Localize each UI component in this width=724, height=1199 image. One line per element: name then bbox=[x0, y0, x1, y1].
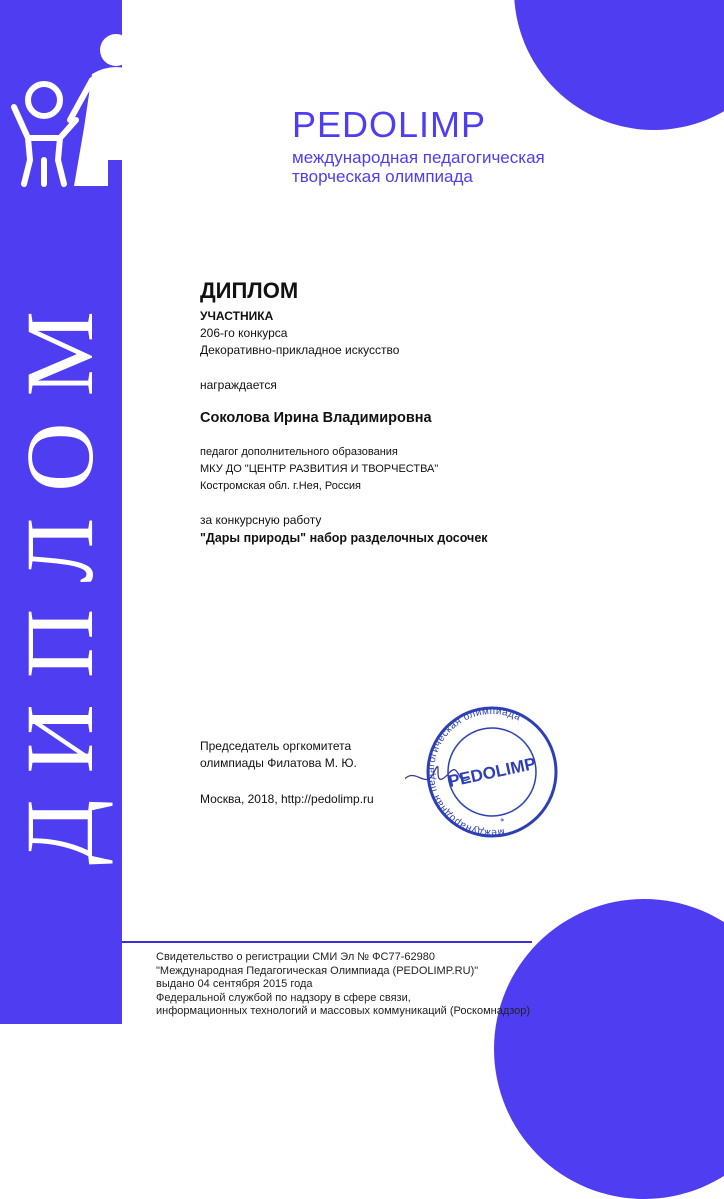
work-title bbox=[200, 531, 630, 545]
footer-line5: информационных технологий и массовых коммуникаций (Роскомнадзор) bbox=[156, 1005, 531, 1017]
diploma-degree: УЧАСТНИКА bbox=[200, 309, 274, 323]
side-word: ДИПЛОМ bbox=[6, 285, 113, 865]
corner-circle-bottom bbox=[494, 899, 724, 1199]
footer-divider bbox=[122, 941, 532, 943]
diploma-content bbox=[200, 278, 630, 545]
footer-line4: Федеральной службой по надзору в сфере связи, bbox=[156, 991, 411, 1004]
brand-header bbox=[292, 105, 545, 186]
brand-name: PEDOLIMP bbox=[292, 104, 487, 145]
official-stamp-icon bbox=[405, 700, 575, 850]
recipient-position: педагог дополнительного образования bbox=[200, 446, 398, 458]
brand-subtitle-line1: международная педагогическая bbox=[292, 148, 545, 167]
contest-category: Декоративно-прикладное искусство bbox=[200, 343, 400, 357]
signature-line2: олимпиады Филатова М. Ю. bbox=[200, 756, 357, 770]
work-title-quoted: "Дары природы" bbox=[200, 531, 307, 545]
footer-line2: "Международная Педагогическая Олимпиада (PEDOLIMP.RU)" bbox=[156, 964, 479, 977]
diploma-title: ДИПЛОМ bbox=[200, 278, 299, 303]
footer-registration bbox=[156, 951, 530, 1019]
signature-line1: Председатель оргкомитета bbox=[200, 739, 352, 753]
recipient-name: Соколова Ирина Владимировна bbox=[200, 410, 432, 426]
stamp-center-text: PEDOLIMP bbox=[446, 753, 538, 792]
footer-line1: Свидетельство о регистрации СМИ Эл № ФС77-62980 bbox=[156, 951, 435, 963]
awarded-label: награждается bbox=[200, 378, 277, 392]
corner-circle-top bbox=[514, 0, 724, 130]
brand-subtitle-line2: творческая олимпиада bbox=[292, 167, 473, 186]
work-title-rest: набор разделочных досочек bbox=[306, 531, 488, 545]
place-date: Москва, 2018, http://pedolimp.ru bbox=[200, 792, 374, 806]
contest-number: 206-го конкурса bbox=[200, 326, 288, 340]
signature-block bbox=[200, 738, 357, 772]
recipient-location: Костромская обл. г.Нея, Россия bbox=[200, 480, 361, 492]
footer-line3: выдано 04 сентября 2015 года bbox=[156, 978, 313, 990]
work-label: за конкурсную работу bbox=[200, 513, 322, 527]
recipient-organization: МКУ ДО "ЦЕНТР РАЗВИТИЯ И ТВОРЧЕСТВА" bbox=[200, 463, 439, 475]
svg-text:*: * bbox=[499, 816, 506, 829]
family-logo-icon bbox=[0, 10, 230, 200]
stamp-ring-text: международная педагогическая олимпиада bbox=[425, 705, 523, 839]
